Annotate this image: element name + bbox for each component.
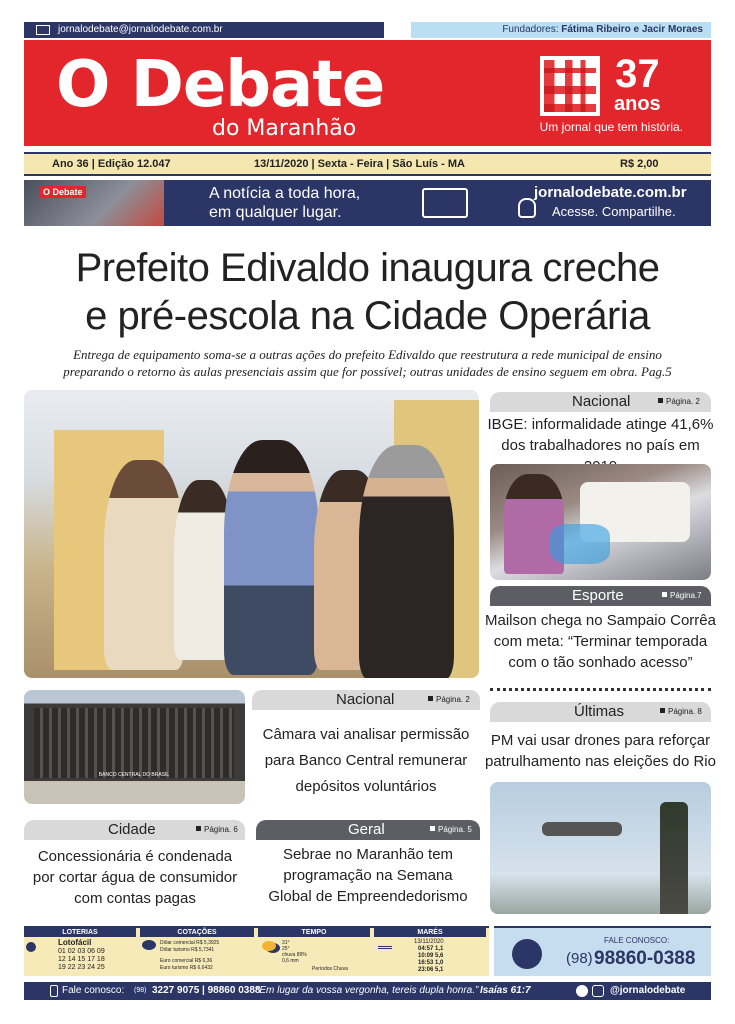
- rain-chance: chuva 89%: [282, 952, 307, 958]
- temp-min: 25°: [282, 946, 290, 952]
- facebook-icon[interactable]: [576, 985, 588, 997]
- anniversary-badge: [614, 54, 661, 114]
- years-number: 37: [615, 52, 660, 96]
- weather-title: TEMPO: [258, 928, 370, 937]
- email-text[interactable]: jornalodebate@jornalodebate.com.br: [58, 24, 223, 35]
- wave-icon: [378, 941, 392, 949]
- footer-quote: “Em lugar da vossa vergonha, tereis dupla honra.”: [256, 985, 479, 996]
- currency-row: Dólar comercial R$ 5,3925: [160, 940, 220, 946]
- story-line: para Banco Central remunerar: [264, 752, 468, 769]
- weather-widget: [258, 928, 370, 976]
- photo-person: [104, 460, 184, 670]
- section-name: Geral: [348, 821, 385, 838]
- footer-phone-ddd: (98): [134, 987, 147, 994]
- devices-icon: [422, 188, 468, 218]
- story-line: Concessionária é condenada: [37, 848, 233, 865]
- slogan: Um jornal que tem história.: [539, 120, 683, 134]
- currency-title: COTAÇÕES: [140, 928, 254, 937]
- phone-icon: [50, 985, 58, 997]
- deck-line-2: preparando o retorno às aulas presenciais assim que for possível; outras unidades de ensino seguem em obra. Pag.5: [63, 364, 672, 379]
- weather-icon: [262, 941, 276, 951]
- tides-date: 13/11/2020: [414, 939, 444, 945]
- page-ref: Página. 2: [658, 395, 700, 409]
- logo-title: O Debate: [56, 48, 385, 122]
- story-line: PM vai usar drones para reforçar: [490, 732, 711, 749]
- story-line: Mailson chega no Sampaio Corrêa: [485, 612, 716, 629]
- footer-bar: [24, 982, 711, 1000]
- founders-strip: [411, 22, 711, 38]
- contact-ddd: (98): [566, 950, 593, 967]
- lead-deck: [30, 346, 705, 380]
- qr-code-icon[interactable]: [540, 56, 600, 116]
- touch-hand-icon: [518, 198, 536, 218]
- currency-row: Euro turismo R$ 6,6432: [160, 965, 213, 971]
- divider: [490, 688, 711, 691]
- currency-widget: [140, 928, 254, 976]
- info-widgets: [24, 926, 489, 976]
- page-ref: Página. 6: [196, 823, 238, 837]
- promo-tagline: [209, 184, 360, 222]
- money-icon: [142, 940, 156, 950]
- mail-icon: [36, 25, 50, 35]
- page-ref: Página.7: [662, 589, 702, 603]
- footer-quote-ref: Isaías 61:7: [480, 985, 531, 996]
- temp-max: 31°: [282, 940, 290, 946]
- tide-row: 23:06 5,1: [418, 967, 444, 973]
- lottery-widget: [24, 928, 136, 976]
- story-esporte[interactable]: [485, 610, 716, 673]
- promo-site-sub: Acesse. Compartilhe.: [552, 204, 676, 219]
- footer-phones[interactable]: 3227 9075 | 98860 0388: [152, 985, 261, 996]
- contact-box[interactable]: [494, 926, 711, 976]
- tides-widget: [374, 928, 486, 976]
- lottery-numbers: 19 22 23 24 25: [58, 964, 105, 971]
- section-name: Cidade: [108, 821, 156, 838]
- footer-phone-label: Fale conosco:: [62, 985, 125, 996]
- story-line: Câmara vai analisar permissão: [262, 726, 470, 743]
- lottery-title: LOTERIAS: [24, 928, 136, 937]
- top-bar: [24, 22, 711, 38]
- promo-tagline-2: em qualquer lugar.: [209, 204, 342, 221]
- page-ref: Página. 2: [428, 693, 470, 707]
- story-line: com meta: “Terminar temporada: [493, 633, 708, 650]
- tide-row: 16:53 1,0: [418, 960, 444, 966]
- section-header-geral[interactable]: [256, 820, 480, 840]
- tide-row: 10:09 5,6: [418, 953, 444, 959]
- ibge-photo[interactable]: [490, 464, 711, 580]
- section-header-nacional-mid[interactable]: [252, 690, 480, 710]
- page-ref: Página. 5: [430, 823, 472, 837]
- tides-title: MARÉS: [374, 928, 486, 937]
- section-header-nacional[interactable]: [490, 392, 711, 412]
- footer-social[interactable]: @jornalodebate: [610, 985, 686, 996]
- photo-drone: [542, 822, 622, 836]
- section-name: Últimas: [574, 703, 625, 720]
- photo-person: [359, 445, 454, 678]
- lead-photo[interactable]: [24, 390, 479, 678]
- promo-photo: [24, 180, 164, 226]
- email-strip: [24, 22, 384, 38]
- photo-facade: [34, 708, 234, 778]
- lottery-numbers: 12 14 15 17 18: [58, 956, 105, 963]
- story-concessionaria[interactable]: [20, 846, 250, 909]
- masthead: [24, 40, 711, 146]
- photo-statue: [660, 802, 688, 914]
- photo-person: [224, 440, 319, 675]
- story-line: Global de Empreendedorismo: [268, 888, 468, 905]
- clover-icon: [26, 942, 36, 952]
- founders-label: Fundadores:: [502, 24, 559, 35]
- story-banco-central[interactable]: [250, 722, 482, 800]
- section-name: Esporte: [572, 587, 624, 604]
- edition-number: Ano 36 | Edição 12.047: [52, 158, 171, 170]
- drone-photo[interactable]: [490, 782, 711, 914]
- rain-mm: 0,6 mm: [282, 958, 299, 964]
- story-line: por cortar água de consumidor: [32, 869, 238, 886]
- lottery-game: Lotofácil: [58, 938, 92, 947]
- tide-row: 04:57 1,1: [418, 946, 444, 952]
- headset-icon: [512, 939, 542, 969]
- headline-line-2: e pré-escola na Cidade Operária: [85, 294, 650, 338]
- building-sign: BANCO CENTRAL DO BRASIL: [98, 772, 170, 778]
- story-line: depósitos voluntários: [295, 778, 437, 795]
- story-line: Sebrae no Maranhão tem: [282, 846, 454, 863]
- story-line: com o tão sonhado acesso”: [508, 654, 693, 671]
- currency-row: Dólar turismo R$ 5,7341: [160, 947, 215, 953]
- story-line: programação na Semana: [283, 867, 453, 884]
- section-name: Nacional: [336, 691, 395, 708]
- section-header-esporte[interactable]: [490, 586, 711, 606]
- lead-headline[interactable]: [0, 244, 735, 340]
- headline-line-1: Prefeito Edivaldo inaugura creche: [75, 246, 660, 290]
- contact-label: FALE CONOSCO:: [604, 936, 670, 945]
- currency-row: Euro comercial R$ 6,36: [160, 958, 213, 964]
- central-bank-photo[interactable]: [24, 690, 245, 804]
- edition-price: R$ 2,00: [620, 158, 659, 170]
- promo-thumb-label: O Debate: [40, 186, 86, 198]
- story-line: dos trabalhadores no país em: [501, 437, 700, 454]
- story-sebrae[interactable]: [250, 844, 486, 907]
- years-label: anos: [614, 93, 661, 115]
- page-ref: Página. 8: [660, 705, 702, 719]
- section-header-ultimas[interactable]: [490, 702, 711, 722]
- promo-tagline-1: A notícia a toda hora,: [209, 185, 361, 202]
- logo-subtitle: do Maranhão: [212, 116, 357, 141]
- story-line: patrulhamento nas eleições do Rio: [485, 753, 716, 770]
- deck-line-1: Entrega de equipamento soma-se a outras ações do prefeito Edivaldo que reestrutura a rede municipal de ensino: [73, 347, 662, 362]
- section-header-cidade[interactable]: [24, 820, 245, 840]
- edition-bar: [24, 152, 711, 176]
- story-line: com contas pagas: [74, 890, 196, 907]
- story-drones[interactable]: [485, 730, 716, 772]
- section-name: Nacional: [572, 393, 631, 410]
- founders-names: Fátima Ribeiro e Jacir Moraes: [561, 24, 703, 35]
- story-line: IBGE: informalidade atinge 41,6%: [487, 416, 714, 433]
- contact-number[interactable]: 98860-0388: [594, 948, 696, 969]
- photo-light: [550, 524, 610, 564]
- lottery-numbers: 01 02 03 06 09: [58, 948, 105, 955]
- forecast: Períodos Chuva: [312, 966, 348, 972]
- instagram-icon[interactable]: [592, 985, 604, 997]
- promo-banner[interactable]: [24, 180, 711, 226]
- promo-site[interactable]: jornalodebate.com.br: [534, 184, 687, 201]
- edition-date: 13/11/2020 | Sexta - Feira | São Luís - MA: [254, 158, 465, 170]
